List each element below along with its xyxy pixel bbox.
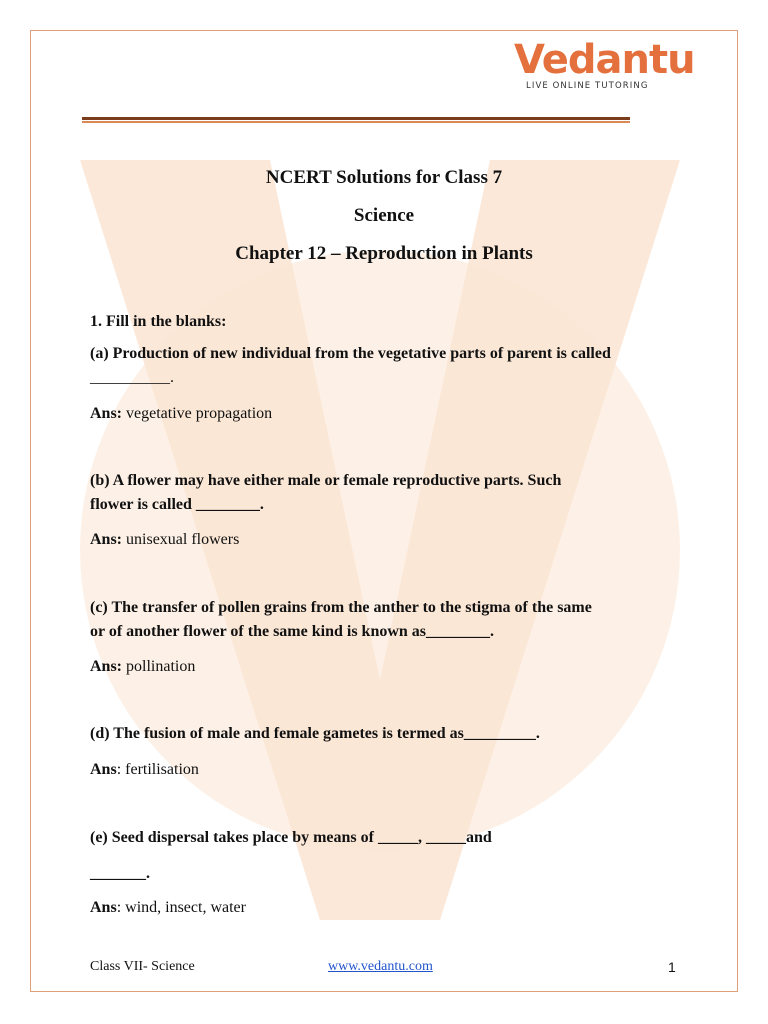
header-rule-accent: [82, 121, 630, 123]
document-title: NCERT Solutions for Class 7: [265, 167, 503, 188]
answer-a: [90, 402, 272, 426]
section-title: 1. Fill in the blanks:: [90, 313, 227, 330]
answer-text: unisexual flowers: [122, 531, 240, 548]
vedantu-logo: [514, 37, 695, 100]
subject-title: Science: [353, 205, 415, 226]
question-e-line-1: (e) Seed dispersal takes place by means of _____, _____and: [90, 829, 492, 846]
answer-label: Ans:: [90, 658, 123, 675]
question-a-line-2: __________.: [90, 369, 174, 386]
question-d-line-1: (d) The fusion of male and female gametes is termed as_________.: [90, 725, 540, 742]
question-c-line-2: or of another flower of the same kind is known as________.: [90, 623, 495, 640]
header-rule: [82, 117, 630, 120]
answer-label: Ans: [90, 761, 117, 778]
answer-label: Ans: [90, 899, 117, 916]
page-number: 1: [668, 959, 676, 975]
answer-d: [90, 758, 199, 782]
answer-text: pollination: [122, 658, 196, 675]
question-c-line-1: (c) The transfer of pollen grains from the anther to the stigma of the same: [90, 599, 592, 616]
question-a-line-1: (a) Production of new individual from the vegetative parts of parent is called: [90, 345, 611, 362]
logo-tagline: LIVE ONLINE TUTORING: [526, 81, 649, 91]
answer-text: : fertilisation: [116, 761, 199, 778]
footer-class-label: Class VII- Science: [90, 959, 195, 974]
answer-text: vegetative propagation: [122, 405, 273, 422]
answer-c: [90, 655, 195, 679]
question-b-line-2: flower is called ________.: [90, 496, 264, 513]
chapter-title: Chapter 12 – Reproduction in Plants: [235, 243, 533, 264]
question-e-line-2: _______.: [90, 865, 150, 882]
footer-website-link[interactable]: www.vedantu.com: [328, 959, 433, 974]
answer-label: Ans:: [90, 405, 123, 422]
answer-e: [90, 896, 246, 920]
answer-text: : wind, insect, water: [116, 899, 246, 916]
logo-wordmark: Vedantu: [514, 37, 695, 83]
answer-b: [90, 528, 239, 552]
answer-label: Ans:: [90, 531, 123, 548]
question-b-line-1: (b) A flower may have either male or female reproductive parts. Such: [90, 472, 562, 489]
